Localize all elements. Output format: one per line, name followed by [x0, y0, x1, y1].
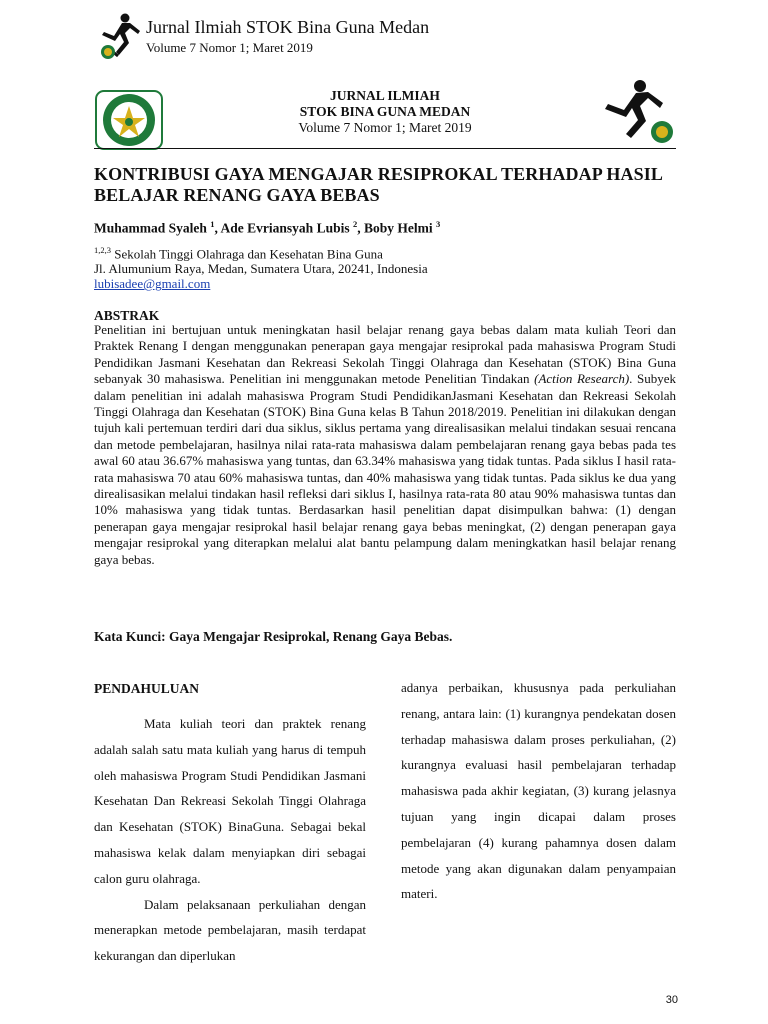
keywords: Kata Kunci: Gaya Mengajar Resiprokal, Renang Gaya Bebas.	[94, 629, 453, 644]
stok-seal-logo	[95, 90, 163, 150]
email-link[interactable]: lubisadee@gmail.com	[94, 276, 211, 292]
abstract-text-part: Penelitian ini bertujuan untuk meningkatan hasil belajar renang gaya bebas dalam mata kuliah Teori dan Praktek Renang I dengan menggunakan penerapan gaya mengajar resiprokal pada mahasiswa Program Studi Pendidikan Jasmani Kesehatan dan Rekreasi Sekolah Tinggi Olahraga dan Kesehatan (STOK) Bina Guna sebanyak 30 mahasiswa. Penelitian ini menggunakan metode Penelitian Tindakan	[94, 322, 676, 387]
banner-line-3: Volume 7 Nomor 1; Maret 2019	[298, 120, 472, 135]
author-separator: ,	[214, 220, 221, 236]
page-number: 30	[665, 994, 678, 1006]
author-list	[94, 219, 678, 237]
author-name: Muhammad Syaleh	[94, 220, 207, 236]
author-name: Ade Evriansyah Lubis	[220, 220, 350, 236]
author-affiliation-mark: 3	[435, 219, 441, 229]
paragraph: adanya perbaikan, khususnya pada perkuliahan renang, antara lain: (1) kurangnya pendekatan dosen terhadap mahasiswa dalam proses perkuliahan, (2) kurangnya evaluasi hasil pembelajaran terhadap mahasiswa pada akhir kegiatan, (3) kurang jelasnya tujuan yang ingin dicapai dalam proses pembelajaran (4) kurang pahamnya dosen dalam metode yang akan digunakan dalam penyampaian materi.	[401, 680, 676, 902]
abstract-heading: ABSTRAK	[94, 308, 160, 323]
running-header-volume: Volume 7 Nomor 1; Maret 2019	[146, 40, 313, 55]
institution: Sekolah Tinggi Olahraga dan Kesehatan Bina Guna	[111, 246, 383, 262]
abstract-text	[94, 322, 676, 568]
article-title: KONTRIBUSI GAYA MENGAJAR RESIPROKAL TERHADAP HASIL BELAJAR RENANG GAYA BEBAS	[94, 164, 662, 205]
abstract-text-part: . Subyek dalam penelitian ini adalah mahasiswa Program Studi PendidikanJasmani Kesehatan dan Rekreasi Sekolah Tinggi Olahraga dan Kesehatan (STOK) Bina Guna kelas B Tahun 2018/2019. Penelitian ini dilakukan dengan tujuh kali pertemuan terdiri dari dua siklus, siklus pertama yang direalisasikan melalui tindakan sesuai rencana dan metode pembelajaran, hasilnya nilai rata-rata mahasiswa dalam pembelajaran renang gaya bebas pada tes awal 60 atau 36.67% mahasiswa yang tuntas, dan 63.34% mahasiswa yang tidak tuntas. Pada siklus I hasil rata-rata mahasiswa 70 atau 60% mahasiswa tuntas, dan 40% mahasiswa yang tidak tuntas. Pada siklus ke dua yang direalisasikan melalui tindakan hasil refleksi dari siklus I, hasilnya rata-rata 80 atau 90% mahasiswa tuntas dan 10% mahasiswa yang tidak tuntas. Berdasarkan hasil penelitian dapat disimpulkan bahwa: (1) dengan penerapan gaya mengajar resiprokal hasil belajar renang gaya bebas meningkat, (2) dengan penerapan gaya mengajar resiprokal yang diterapkan melalui alat bantu pelampung dalam meningkatkan hasil belajar renang gaya bebas.	[94, 371, 676, 567]
running-header-runner-logo	[94, 12, 148, 64]
running-header-journal: Jurnal Ilmiah STOK Bina Guna Medan	[146, 17, 430, 37]
address: Jl. Alumunium Raya, Medan, Sumatera Utara, 20241, Indonesia	[94, 261, 428, 277]
affiliation-mark: 1,2,3	[94, 245, 111, 255]
author-name: Boby Helmi	[363, 220, 433, 236]
banner-divider	[94, 148, 676, 149]
left-column	[94, 681, 366, 969]
author-affiliation-mark: 2	[352, 219, 358, 229]
author-separator: ,	[357, 220, 364, 236]
paragraph: Mata kuliah teori dan praktek renang adalah salah satu mata kuliah yang harus di tempuh oleh mahasiswa Program Studi Pendidikan Jasmani Kesehatan Dan Rekreasi Sekolah Tinggi Olahraga dan Kesehatan (STOK) BinaGuna. Sebagai bekal mahasiswa kelak dalam menyiapkan diri sebagai calon guru olahraga.	[94, 716, 366, 886]
affiliation-block	[94, 243, 678, 291]
banner-line-2: STOK BINA GUNA MEDAN	[299, 104, 471, 119]
section-heading: PENDAHULUAN	[94, 681, 200, 696]
right-column	[401, 675, 676, 907]
journal-banner	[200, 88, 570, 136]
abstract-italic-term: (Action Research)	[534, 371, 630, 387]
author-affiliation-mark: 1	[210, 219, 215, 229]
paragraph: Dalam pelaksanaan perkuliahan dengan menerapkan metode pembelajaran, masih terdapat kekurangan dan diperlukan	[94, 896, 366, 964]
banner-line-1: JURNAL ILMIAH	[330, 88, 440, 103]
runner-emblem-logo	[596, 78, 678, 148]
